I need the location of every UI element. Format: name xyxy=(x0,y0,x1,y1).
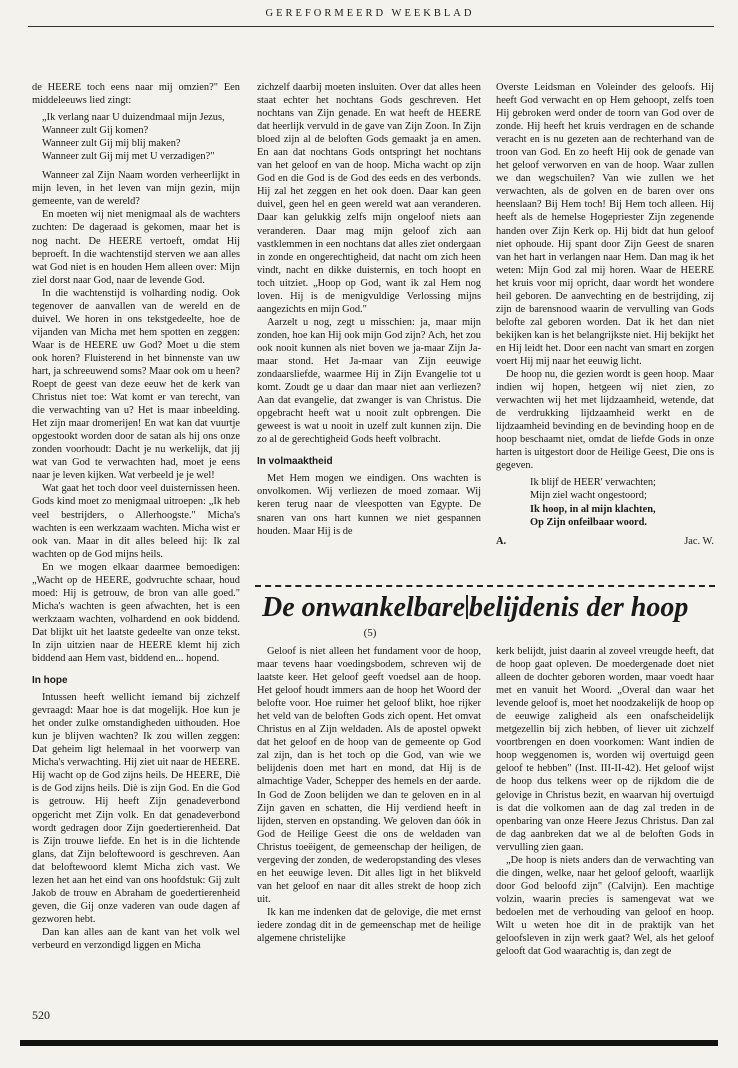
article1-column-2 xyxy=(257,81,481,538)
article-divider xyxy=(255,585,715,587)
article2-column-1 xyxy=(257,645,481,945)
paragraph: En we mogen elkaar daarmee bemoedigen: „Wacht op de HEERE, godvruchte schaar, houd moed: Hij is getrouw, de bron van alle goed." Micha's wachten is geen afwachten, het is een werkzaam wachten, volhardend en ook biddend. Dat blijkt uit het laatste gedeelte van onze tekst. In zijn uitzien naar de HEERE klemt hij zich biddend aan Hem vast, biddend en... hopend. xyxy=(32,561,240,665)
paragraph: zichzelf daarbij moeten insluiten. Over dat alles heen staat echter het nochtans Gods geschreven. Het nochtans van Zijn genade. En wat heeft de HEERE dat heerlijk vervuld in de gave van Zijn Zoon. In Zijn bloed zijn al de beloften Gods gemaakt ja en amen. En aan dat nochtans Gods ontspringt het nochtans van het geloof en van de hoop. Micha wacht op zijn God en die God is de God des eeds en des verbonds. Hij zal het zeggen en het ook doen. Daar kan geen duivel, geen hel en geen wereld wat aan veranderen. Daar kan gelukkig zelfs mijn ongeloof niets aan veranderen. Daar mag mijn geloof zich aan vastklemmen in een nochtans dat alles ziet ondergaan in zonde en ongerechtigheid, dat nacht om zich heen vindt, nacht en dikke duisternis, en toch hoopt en toch uitziet. „Hoop op God, want ik zal Hem nog loven. Hij is de menigvuldige Verlossing mijns aangezichts en mijn God." xyxy=(257,82,481,315)
paragraph: Wanneer zal Zijn Naam worden verheerlijkt in mijn leven, in het leven van mijn gezin, mijn gemeente, van de wereld? xyxy=(32,170,240,208)
paragraph: Met Hem mogen we eindigen. Ons wachten is onvolkomen. Wij verliezen de moed zomaar. Wij keren terug naar de vleespotten van Egypte. De snaren van ons hart kunnen we niet gespannen houden. Maar Hij is de xyxy=(257,473,481,537)
medieval-song-poem xyxy=(42,111,240,163)
author-signature: Jac. W. xyxy=(684,535,714,547)
signature-line xyxy=(496,535,714,548)
section-heading-in-hope: In hope xyxy=(32,675,68,687)
poem-line: Ik blijf de HEER' verwachten; xyxy=(530,477,656,489)
paragraph: Ik kan me indenken dat de gelovige, die met ernst iedere zondag dit in de gemeenschap met de heilige algemene christelijke xyxy=(257,906,481,945)
poem-line: Mijn ziel wacht ongestoord; xyxy=(530,490,647,502)
paragraph: En moeten wij niet menigmaal als de wachters zuchten: De dageraad is gekomen, maar het is nog nacht. De HEERE vertoeft, omdat Hij beproeft. In die wachtenstijd sterven we aan alles wat God niet is en houden Hem alleen over: Mijn ziel dorst naar God, naar de levende God. xyxy=(32,209,240,286)
article2-title xyxy=(262,592,718,624)
article2-number: (5) xyxy=(363,627,377,639)
header-rule xyxy=(28,26,714,27)
title-separator xyxy=(466,595,468,619)
intro-paragraph: de HEERE toch eens naar mij omzien?" Een middeleeuws lied zingt: xyxy=(32,82,240,107)
poem-line: Wanneer zult Gij mij blij maken? xyxy=(42,138,181,150)
signature-initial: A. xyxy=(496,535,507,547)
paragraph: Aarzelt u nog, zegt u misschien: ja, maar mijn zonden, hoe kan Hij ook mijn God zijn? Ach, het zou ook nooit kunnen als niet boven we ja-maar Zijn Ja-maar stond. Het Ja-maar van Zijn eeuwige zondaarsliefde, waarmee Hij in Zijn Evangelie tot u komt. Zoudt ge u daar dan maar niet aan verliezen? Aan dat evangelie, dat zwanger is van Christus. Die opgebracht heeft wat u nooit zult opbrengen. Die geweest is wat u nooit in uzelf zult kunnen zijn. Die zo al de gerechtigheid Gods heeft volbracht. xyxy=(257,316,481,446)
section-heading-in-perfection: In volmaaktheid xyxy=(257,456,333,468)
poem-line: Op Zijn onfeilbaar woord. xyxy=(530,516,648,528)
title-part-1: De onwankelbare xyxy=(262,592,465,623)
title-part-2: belijdenis der hoop xyxy=(469,592,689,623)
poem-line: Ik hoop, in al mijn klachten, xyxy=(530,503,656,515)
page-number: 520 xyxy=(32,1008,50,1022)
paragraph: kerk belijdt, juist daarin al zoveel vreugde heeft, dat de hoop gaat opleven. De moedergenade doet niet alleen de dochter geboren worden, maar voedt haar met en vanuit het Woord. „Overal dan waar het levende geloof is, moet het noodzakelijk de hoop op de eeuwige zaligheid als een onafscheidelijk metgezellin bij zich hebben, of liever uit zichzelf voortbrengen en doen voorkomen: Want indien de hoop weggenomen is, worden wij overtuigd geen geloof te hebben" (Inst. III-II-42). Het geloof wijst de hoop dus telkens weer op de rijkdom die de gelovige in Christus bezit, en waarvan hij overtuigd is dat die volkomen aan de dag zal treden in de openbaring van onze Heere Jezus Christus. Dan zal de dag aanbreken dat we al de beloften Gods in vervulling zien gaan. xyxy=(496,646,714,853)
paragraph: In die wachtenstijd is volharding nodig. Ook tegenover de aanvallen van de wereld en de duivel. We horen in ons tekstgedeelte, hoe de vijanden van Micha met hem spotten en zeggen: Waar is de HEERE uw God? Moet u die stem ook horen? Fluisterend in het binnenste van uw hart, ja schreeuwend soms? Maar ook om u heen? Roept de geest van deze eeuw het de kerk van Christus niet toe: Wat komt er van terecht, van die verwachting van u? Het is maar inbeelding. Het zijn maar dromerijen! En wat kan dat vuurtje opgestookt worden door de satan als hij ons onze zonden voorhoudt: Dacht je nu werkelijk, dat jij wat van God te verwachten had, moet je eens naar je leven kijken. Wat verbeeld je je wel! xyxy=(32,287,240,482)
closing-psalm-verse xyxy=(530,476,714,528)
paragraph: De hoop nu, die gezien wordt is geen hoop. Maar indien wij hopen, hetgeen wij niet zien, zo verwachten wij het met lijdzaamheid, wetende, dat de verdrukking lijdzaamheid werkt en de lijdzaamheid bevinding en de bevinding hoop en de hoop beschaamt niet, omdat de liefde Gods in onze harten is uitgestort door de Heilige Geest, Die ons is gegeven. xyxy=(496,369,714,472)
running-header: GEREFORMEERD WEEKBLAD xyxy=(265,8,475,19)
poem-line: Wanneer zult Gij komen? xyxy=(42,125,149,137)
poem-line: Wanneer zult Gij mij met U verzadigen?" xyxy=(42,151,215,163)
article2-column-2 xyxy=(496,645,714,958)
poem-line: „Ik verlang naar U duizendmaal mijn Jezus, xyxy=(42,112,225,124)
article1-column-1 xyxy=(32,81,240,952)
paragraph: Wat gaat het toch door veel duisternissen heen. Gods kind moet zo menigmaal uitroepen: „Ik heb veel bestrijders, o Allerhoogste." Micha's wachten is een werkzaam wachten. Micha wist er ook van. Maar in dit alles beleed hij: Ik zal wachten op de God mijns heils. xyxy=(32,483,240,560)
paragraph: Dan kan alles aan de kant van het volk wel verbeurd en verzondigd liggen en Micha xyxy=(32,926,240,951)
paragraph: Intussen heeft wellicht iemand bij zichzelf gevraagd: Maar hoe is dat mogelijk. Hoe kun je het onder zulke omstandigheden uithouden. Hoe kun je blijven wachten? Ik zou willen zeggen: Dat geheim ligt helemaal in het voorwerp van Micha's verwachting. Hij ziet uit naar de HEERE. Hij wacht op de God zijns heils. De HEERE, Diè is de God zijns heils. Diè is zijn God. En die God is getrouw. Hij heeft Zijn genadeverbond opgericht met Zijn volk. En dat genadeverbond wordt gedragen door Zijn goedertierenheid. Dat is Zijn trouwe liefde. En het is in die lichtende glans, dat Zijn beloftewoord is geschreven. Aan dat beloftewoord klemt Micha zich vast. We lezen het aan het eind van ons hoofdstuk: Gij zult Jakob de trouw en Abraham de goedertierenheid geven, die Gij onze vaderen van oude dagen af gezworen hebt. xyxy=(32,692,240,925)
article1-column-3 xyxy=(496,81,714,548)
paragraph: Overste Leidsman en Voleinder des geloofs. Hij heeft God verwacht en op Hem gehoopt, zelfs toen Hij gebroken werd onder de toorn van God over de zonde. Hij heeft het kruis verdragen en de schande veracht en is nu gezeten aan de rechterhand van de troon van God. En zo heeft Hij ook de genade van het geloof verworven en van de hoop. Waar zullen we dan wegschuilen? Van wie zullen we het verwachten, als de golven en de baren over ons heenslaan? Bij Hem toch! Bij Hem toch alleen. Hij heeft als de hemelse Hogepriester Zijn zegenende handen over Zijn Kerk op. Hij bidt dat hun geloof niet ophoude. Hij spant door Zijn Geest de snaren van het hart in verlangen naar Hem. Dan mag ik het weten: Mijn God zal mij horen. Waar de HEERE het kruis voor mij opricht, daar wordt het wondere heil geboren. De aanvechting en de bestrijding, zij zijn de barensnood waarin de vervulling van Gods belofte zal geboren worden. Dat ik het dan niet bekijken kan is het belangrijkste niet. Hij bekijkt het en Hij leidt het. Door een nacht van smart en zorgen voert Hij mij naar het eeuwig licht. xyxy=(496,82,714,367)
bottom-rule xyxy=(20,1040,718,1046)
paragraph: Geloof is niet alleen het fundament voor de hoop, maar tevens haar voedingsbodem, schreven wij de laatste keer. Het geloof geeft voedsel aan de hoop. Het geloof houdt immers aan de hoop het Woord der belofte voor. Hoe ruimer het geloof blikt, hoe rijker het veld van de beloften Gods zich opent. Het omvat Christus en al Zijn weldaden. Als de apostel opwekt dat het geloof en de hoop van de gemeente op God zal zijn, dan is het toch op die God, van wie we belijdenis doen met hart en mond, dat Hij is de almachtige Vader, Schepper des hemels en der aarde. In God de Zoon belijden we dan te geloven en in al Zijn gaven en schatten, die Hij verdiend heeft in lijden, sterven en opstanding. We geloven dan óók in God de Heilige Geest die ons de weldaden van Christus toeëigent, de gemeenschap der heiligen, de vergeving der zonden, de wederopstanding des vleses en het eeuwige leven. Dit alles ligt in het blikveld van het geloof en naar dit alles strekt de hoop zich uit. xyxy=(257,646,481,905)
paragraph: „De hoop is niets anders dan de verwachting van die dingen, welke, naar het geloof gelooft, waarlijk door God beloofd zijn" (Calvijn). Een machtige volzin, waarin precies is samengevat wat we bedoelen met de verhouding van geloof en hoop. Wilt u weten hoe dit in de praktijk van het geloofsleven in zijn werk gaat? Wel, als het geloof gelooft dat God waarachtig is, dan zegt de xyxy=(496,854,714,958)
